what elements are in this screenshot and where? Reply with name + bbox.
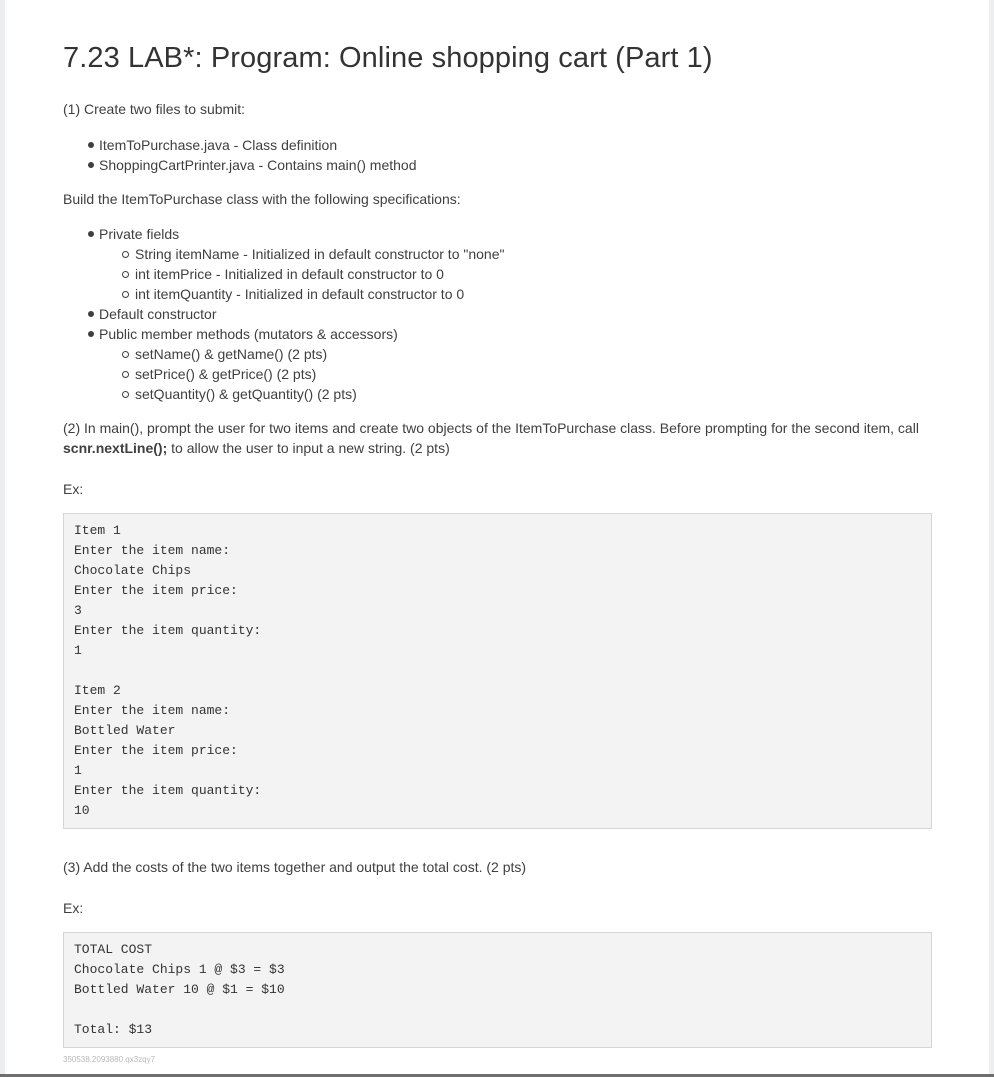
part2-text-after: to allow the user to input a new string. (2 pts) <box>167 440 450 456</box>
private-fields-label: Private fields <box>99 226 180 242</box>
list-item: String itemName - Initialized in default constructor to "none" <box>99 244 504 264</box>
part2-code: scnr.nextLine(); <box>63 440 168 456</box>
private-fields-sublist <box>99 244 504 304</box>
list-item: int itemPrice - Initialized in default constructor to 0 <box>99 264 504 284</box>
list-item: setQuantity() & getQuantity() (2 pts) <box>99 384 504 404</box>
code-line: Enter the item price: <box>74 743 238 758</box>
example2-label: Ex: <box>63 900 84 916</box>
public-methods-label: Public member methods (mutators & accessors) <box>99 326 398 342</box>
code-line: Enter the item quantity: <box>74 783 262 798</box>
example1-label: Ex: <box>63 481 84 497</box>
private-fields-item <box>63 224 504 304</box>
code-line: Total: $13 <box>74 1022 153 1037</box>
code-line: Item 1 <box>74 523 121 538</box>
code-line: Enter the item quantity: <box>74 623 262 638</box>
code-line: Enter the item name: <box>74 703 231 718</box>
example1-code-block <box>63 513 932 829</box>
part2-paragraph <box>63 418 939 458</box>
list-item: setName() & getName() (2 pts) <box>99 344 504 364</box>
part3-paragraph: (3) Add the costs of the two items together and output the total cost. (2 pts) <box>63 859 527 875</box>
build-intro: Build the ItemToPurchase class with the following specifications: <box>63 191 461 207</box>
public-methods-item <box>63 324 504 404</box>
code-line: 1 <box>74 643 82 658</box>
code-line: Bottled Water <box>74 723 176 738</box>
code-line: TOTAL COST <box>74 942 153 957</box>
code-line: Enter the item price: <box>74 583 238 598</box>
code-line: Chocolate Chips <box>74 563 192 578</box>
code-line: Enter the item name: <box>74 543 231 558</box>
list-item: int itemQuantity - Initialized in default constructor to 0 <box>99 284 504 304</box>
code-line: Item 2 <box>74 683 121 698</box>
spec-list <box>63 224 504 404</box>
list-item: ItemToPurchase.java - Class definition <box>63 135 417 155</box>
code-line <box>74 661 921 681</box>
code-line: Chocolate Chips 1 @ $3 = $3 <box>74 962 285 977</box>
part1-intro: (1) Create two files to submit: <box>63 101 246 117</box>
list-item: setPrice() & getPrice() (2 pts) <box>99 364 504 384</box>
list-item: ShoppingCartPrinter.java - Contains main() method <box>63 155 417 175</box>
part2-text-before: (2) In main(), prompt the user for two items and create two objects of the ItemToPurchase class. Before prompting for the second item, call <box>63 420 919 436</box>
footer-id: 350538.2093880.qx3zqy7 <box>63 1055 156 1064</box>
page-title: 7.23 LAB*: Program: Online shopping cart (Part 1) <box>63 42 713 74</box>
public-methods-sublist <box>99 344 504 404</box>
code-line: 3 <box>74 603 82 618</box>
code-line: 10 <box>74 803 90 818</box>
code-line: 1 <box>74 763 82 778</box>
content-page <box>5 0 989 1074</box>
example2-code-block <box>63 932 932 1048</box>
code-line: Bottled Water 10 @ $1 = $10 <box>74 982 285 997</box>
code-line <box>74 1000 921 1020</box>
files-list <box>63 135 417 175</box>
default-constructor-item: Default constructor <box>63 304 504 324</box>
